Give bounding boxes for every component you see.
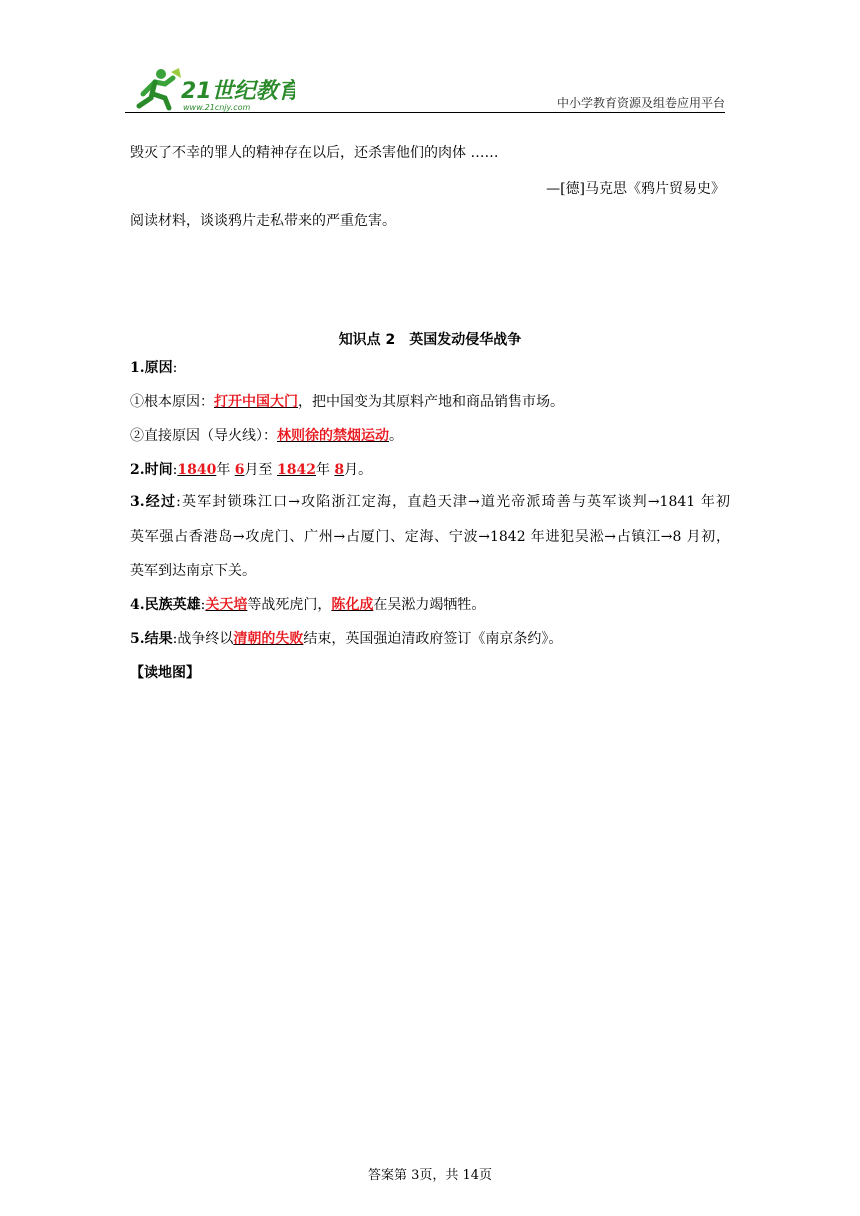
end-year: 1842 <box>276 462 316 478</box>
heroes-label: 4.民族英雄 <box>130 597 201 613</box>
result-label: 5.结果 <box>130 631 173 647</box>
heroes-suffix: 在吴淞力竭牺牲。 <box>373 597 486 613</box>
svg-text:21世纪教育: 21世纪教育 <box>181 79 295 104</box>
question-text: 阅读材料，谈谈鸦片走私带来的严重危害。 <box>130 213 396 229</box>
time-line <box>130 460 372 480</box>
start-month: 6 <box>234 462 245 478</box>
result-line <box>130 629 562 649</box>
page-header <box>125 64 725 114</box>
cause-heading <box>130 358 177 378</box>
process-text-1: 英军封锁珠江口→攻陷浙江定海，直趋天津→道光帝派琦善与英军谈判→1841 年初 <box>180 494 730 510</box>
header-platform-text: 中小学教育资源及组卷应用平台 <box>556 96 725 110</box>
process-sep: : <box>176 494 181 510</box>
time-sep: : <box>172 462 178 478</box>
process-label: 3.经过 <box>130 494 177 510</box>
root-cause <box>130 392 564 412</box>
root-cause-answer: 打开中国大门 <box>214 394 298 410</box>
map-label: 【读地图】 <box>130 665 200 681</box>
start-year: 1840 <box>177 462 217 478</box>
end-month: 8 <box>334 462 345 478</box>
time-text: 年 <box>315 462 335 478</box>
time-text: 年 <box>216 462 235 478</box>
header-divider <box>125 112 725 113</box>
time-text: 月至 <box>244 462 277 478</box>
result-sep: : <box>172 631 178 647</box>
result-answer: 清朝的失败 <box>233 631 304 647</box>
heroes-line <box>130 595 485 615</box>
time-label: 2.时间 <box>130 462 173 478</box>
heroes-mid: 等战死虎门， <box>247 597 332 613</box>
svg-text:www.21cnjy.com: www.21cnjy.com <box>183 103 251 112</box>
result-suffix: 结束，英国强迫清政府签订《南京条约》。 <box>303 631 563 647</box>
direct-cause-prefix: ②直接原因（导火线）： <box>130 428 277 444</box>
result-prefix: 战争终以 <box>177 631 234 647</box>
hero-chen-huacheng: 陈化成 <box>331 597 374 613</box>
quote-source: —[德]马克思《鸦片贸易史》 <box>546 181 725 197</box>
direct-cause <box>130 426 403 446</box>
time-text: 月。 <box>344 462 373 478</box>
quote-text: 毁灭了不幸的罪人的精神存在以后，还杀害他们的肉体 …… <box>130 145 499 161</box>
hero-guan-tianpei: 关天培 <box>205 597 248 613</box>
process-line-2: 英军强占香港岛→攻虎门、广州→占厦门、定海、宁波→1842 年进犯吴淞→占镇江→8 月初， <box>130 529 730 545</box>
direct-cause-answer: 林则徐的禁烟运动 <box>277 428 389 444</box>
section-title: 知识点 2 英国发动侵华战争 <box>338 332 522 348</box>
logo <box>125 64 295 114</box>
process-line-3: 英军到达南京下关。 <box>130 563 256 579</box>
cause-label: 1.原因 <box>130 360 173 376</box>
root-cause-suffix: ，把中国变为其原料产地和商品销售市场。 <box>298 394 564 410</box>
process-line-1 <box>130 492 730 512</box>
root-cause-prefix: ①根本原因： <box>130 394 214 410</box>
direct-cause-suffix: 。 <box>389 428 403 444</box>
page-footer: 答案第 3页，共 14页 <box>367 1168 493 1183</box>
runner-logo-icon <box>125 64 295 114</box>
cause-sep: : <box>172 360 178 376</box>
heroes-sep: : <box>200 597 206 613</box>
